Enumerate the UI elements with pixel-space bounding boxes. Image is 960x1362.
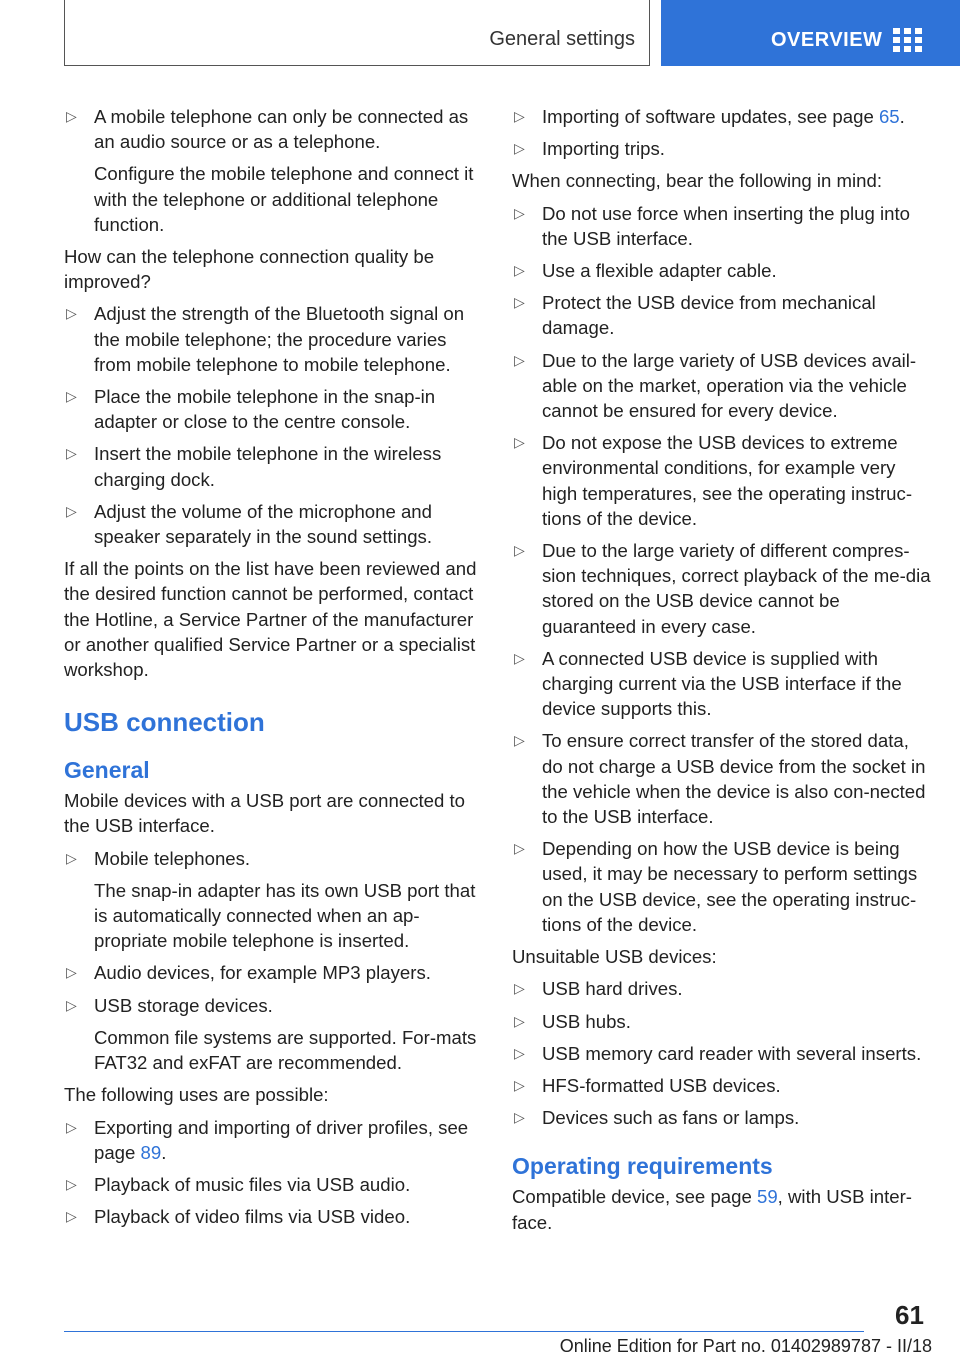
list-item: ▷ Mobile telephones. The snap-in adapter has its own USB port that is automatically connected when an ap‐propriate mobile telephone is inserted. <box>66 847 476 952</box>
triangle-bullet-icon: ▷ <box>66 388 77 405</box>
triangle-bullet-icon: ▷ <box>66 1208 77 1225</box>
list-item: ▷ A connected USB device is supplied with charging current via the USB interface if the device supports this. <box>514 647 902 720</box>
page-link[interactable]: 65 <box>878 106 900 127</box>
paragraph: Mobile devices with a USB port are connected to the USB interface. <box>64 790 466 837</box>
right-column <box>512 104 932 1242</box>
triangle-bullet-icon: ▷ <box>66 849 77 866</box>
triangle-bullet-icon: ▷ <box>514 108 525 124</box>
triangle-bullet-icon: ▷ <box>514 1044 525 1061</box>
list-item: ▷ Place the mobile telephone in the snap-in adapter or close to the centre console. <box>66 386 436 433</box>
list-item: ▷ Insert the mobile telephone in the wireless charging dock. <box>66 443 442 490</box>
triangle-bullet-icon: ▷ <box>514 204 525 221</box>
list-item: ▷ A mobile telephone can only be connected as an audio source or as a telephone. Configure the mobile telephone and connect it with the telephone or additional telephone function. <box>66 106 474 235</box>
footer-divider <box>64 1331 864 1332</box>
list-item: ▷ Use a flexible adapter cable. <box>512 258 932 283</box>
triangle-bullet-icon: ▷ <box>514 1109 525 1126</box>
triangle-bullet-icon: ▷ <box>514 434 525 451</box>
paragraph: Compatible device, see page 59, with USB inter‐face. <box>512 1186 912 1233</box>
list-item: ▷ Importing trips. <box>512 136 932 161</box>
triangle-bullet-icon: ▷ <box>66 1175 77 1192</box>
page-link[interactable]: 89 <box>140 1141 162 1163</box>
triangle-bullet-icon: ▷ <box>66 445 77 462</box>
list-item: ▷ USB hubs. <box>512 1009 932 1034</box>
triangle-bullet-icon: ▷ <box>514 732 525 749</box>
list-item: ▷ USB hard drives. <box>512 976 932 1001</box>
triangle-bullet-icon: ▷ <box>514 140 525 157</box>
overview-tab-label: OVERVIEW <box>771 29 883 51</box>
list-item: ▷ Playback of music files via USB audio. <box>64 1172 484 1197</box>
section-title: General settings <box>489 28 635 50</box>
subsection-heading: General <box>64 757 150 784</box>
triangle-bullet-icon: ▷ <box>514 1012 525 1029</box>
triangle-bullet-icon: ▷ <box>514 542 525 559</box>
triangle-bullet-icon: ▷ <box>514 840 525 857</box>
header-section-box <box>64 0 650 66</box>
triangle-bullet-icon: ▷ <box>66 305 77 322</box>
list-item: ▷ Adjust the volume of the microphone and speaker separately in the sound settings. <box>66 500 432 548</box>
list-item: ▷ Due to the large variety of USB devices avail‐able on the market, operation via the vehicle cannot be ensured for every device. <box>514 349 917 422</box>
triangle-bullet-icon: ▷ <box>514 1076 525 1093</box>
list-item: ▷ Depending on how the USB device is being used, it may be necessary to perform settings on the USB device, see the operating instruc‐tions of the device. <box>514 838 918 935</box>
list-item: ▷ Audio devices, for example MP3 players. <box>64 960 484 985</box>
triangle-bullet-icon: ▷ <box>514 294 525 311</box>
list-item: ▷ USB memory card reader with several inserts. <box>512 1041 932 1066</box>
triangle-bullet-icon: ▷ <box>66 108 77 124</box>
paragraph: Unsuitable USB devices: <box>512 946 717 968</box>
list-item: ▷ To ensure correct transfer of the stored data, do not charge a USB device from the socket in the vehicle when the device is also con‐nected to the USB interface. <box>514 730 926 828</box>
paragraph: If all the points on the list have been reviewed and the desired function cannot be performed, contact the Hotline, a Service Partner of the manufacturer or another qualified Service Partner or a specialist workshop. <box>64 558 477 681</box>
list-item: ▷ USB storage devices. Common file systems are supported. For‐mats FAT32 and exFAT are recommended. <box>66 994 477 1074</box>
list-item: ▷ Devices such as fans or lamps. <box>512 1105 932 1130</box>
list-item: ▷ Protect the USB device from mechanical damage. <box>514 292 876 339</box>
triangle-bullet-icon: ▷ <box>66 996 77 1013</box>
page-number: 61 <box>895 1300 924 1330</box>
list-item: ▷ Due to the large variety of different compres‐sion techniques, correct playback of the me‐dia stored on the USB device cannot be guaranteed in every case. <box>514 540 931 637</box>
list-item: ▷ Do not use force when inserting the plug into the USB interface. <box>514 202 910 249</box>
list-item: ▷ Playback of video films via USB video. <box>64 1204 484 1229</box>
subsection-heading: Operating requirements <box>512 1153 773 1180</box>
paragraph: The following uses are possible: <box>64 1084 329 1106</box>
list-item: ▷ Importing of software updates, see page 65. <box>512 104 932 129</box>
paragraph: When connecting, bear the following in mind: <box>512 170 883 192</box>
list-item: ▷ Adjust the strength of the Bluetooth signal on the mobile telephone; the procedure varies from mobile telephone to mobile telephone. <box>66 303 465 375</box>
triangle-bullet-icon: ▷ <box>514 649 525 666</box>
list-item: ▷ HFS-formatted USB devices. <box>512 1073 932 1098</box>
list-item: ▷ Exporting and importing of driver profiles, see page 89. <box>66 1116 469 1163</box>
overview-tab[interactable] <box>661 0 960 66</box>
triangle-bullet-icon: ▷ <box>66 964 77 981</box>
section-heading: USB connection <box>64 707 265 738</box>
page-header <box>0 0 960 66</box>
triangle-bullet-icon: ▷ <box>514 980 525 997</box>
triangle-bullet-icon: ▷ <box>66 502 77 519</box>
triangle-bullet-icon: ▷ <box>66 1118 77 1135</box>
paragraph: How can the telephone connection quality be improved? <box>64 246 435 293</box>
grid-menu-icon <box>893 28 923 53</box>
triangle-bullet-icon: ▷ <box>514 262 525 279</box>
footer-edition: Online Edition for Part no. 01402989787 - II/18 <box>559 1336 932 1356</box>
triangle-bullet-icon: ▷ <box>514 351 525 368</box>
left-column <box>64 104 484 1236</box>
page-link[interactable]: 59 <box>756 1186 778 1208</box>
list-item: ▷ Do not expose the USB devices to extreme environmental conditions, for example very high temperatures, see the operating instruc‐tions of the device. <box>514 432 913 529</box>
